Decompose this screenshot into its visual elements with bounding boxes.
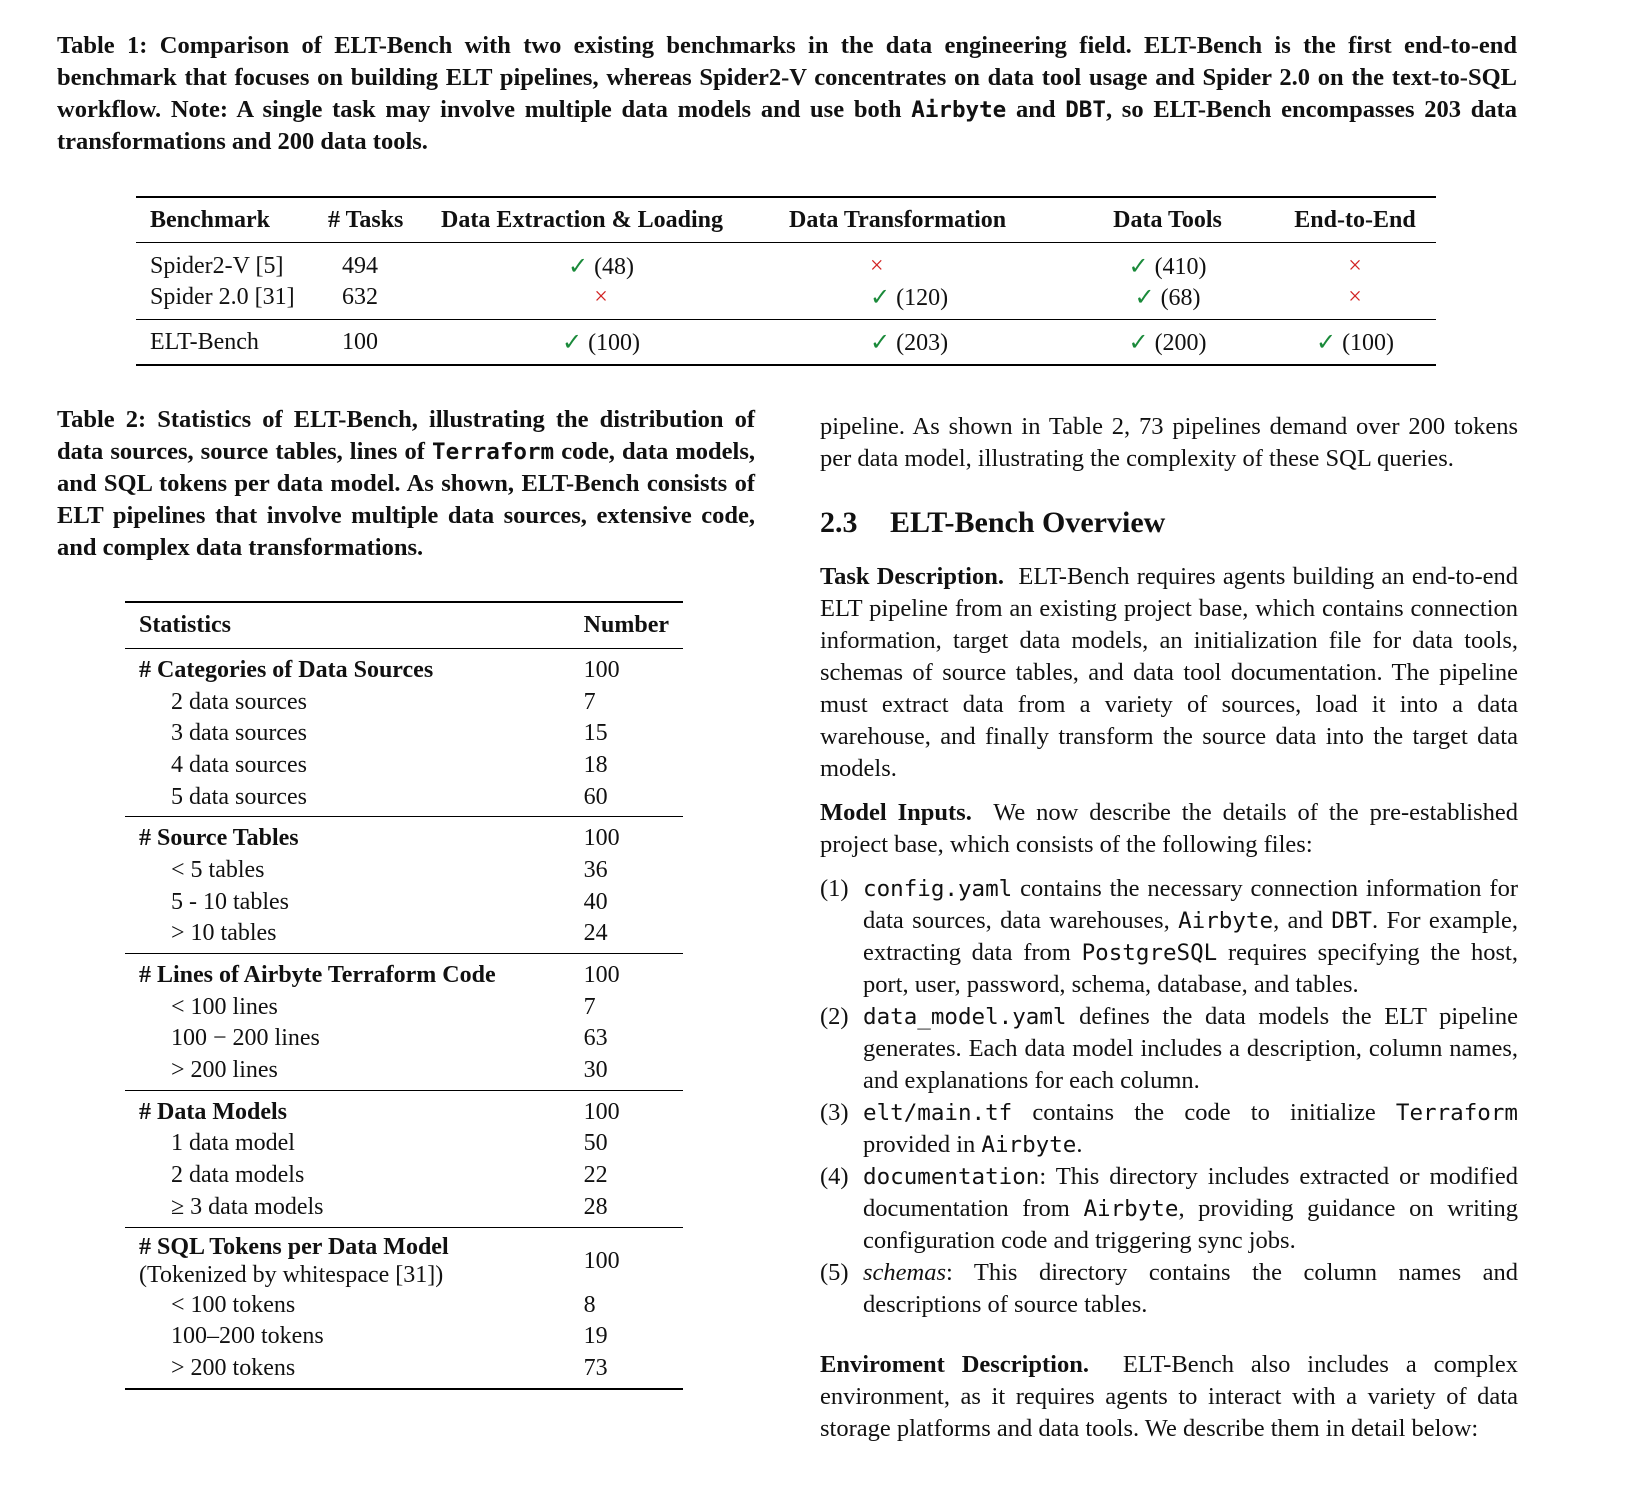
- table2-row-label: 1 data model: [171, 1130, 295, 1157]
- check-count: (203): [890, 329, 949, 356]
- list-item: [820, 1097, 1518, 1161]
- model-inputs-text: We now describe the details of the pre-established project base, which consists of the following files:: [820, 799, 1518, 858]
- group-title-text: # SQL Tokens per Data Model: [139, 1233, 449, 1260]
- check-mark-value: [870, 330, 948, 356]
- table2-row: [125, 1128, 683, 1160]
- table2-row: [125, 717, 683, 749]
- check-icon: ✓: [870, 329, 891, 356]
- inline-code: DBT: [1331, 908, 1372, 934]
- cross-mark: ×: [1348, 284, 1362, 310]
- table2-group-title: [125, 1227, 570, 1289]
- table1-row: [136, 243, 1436, 283]
- table2-row-value: 18: [583, 751, 608, 778]
- list-item: [820, 1257, 1518, 1321]
- check-icon: ✓: [1128, 254, 1149, 280]
- cross-mark: ×: [1348, 253, 1362, 279]
- model-inputs-label: Model Inputs.: [820, 799, 972, 826]
- table1-caption: [57, 30, 1517, 158]
- table1-cell: [314, 243, 427, 283]
- table2: [125, 601, 683, 1390]
- table1: [136, 196, 1436, 366]
- table1-cell: [775, 243, 1061, 283]
- table2-group-title: [125, 954, 570, 991]
- table2-group-header-row: [125, 1227, 683, 1289]
- table2-row-label: 2 data sources: [171, 688, 307, 715]
- table2-row-value: 28: [583, 1193, 608, 1220]
- list-number: (2): [820, 1003, 849, 1030]
- check-count: (120): [890, 285, 949, 311]
- check-icon: ✓: [870, 285, 891, 311]
- table1-header: Benchmark: [150, 206, 270, 233]
- table2-row: [125, 1352, 683, 1389]
- list-number: (3): [820, 1099, 849, 1126]
- table1-header: Data Extraction & Loading: [441, 206, 723, 233]
- check-mark-value: [1134, 285, 1200, 311]
- check-mark-value: [568, 254, 634, 280]
- check-mark-value: [1316, 330, 1394, 356]
- table2-row-label: 100–200 tokens: [171, 1323, 324, 1350]
- group-title-text: # Lines of Airbyte Terraform Code: [139, 962, 496, 989]
- list-text: contains the code to initialize: [1012, 1099, 1396, 1126]
- table1-cell: [775, 282, 1061, 320]
- table1-cell: [1061, 243, 1274, 283]
- table2-row-value: 36: [583, 856, 608, 883]
- table2-row-value: 22: [583, 1162, 608, 1189]
- check-icon: ✓: [1315, 329, 1337, 356]
- table2-row-label: 100 − 200 lines: [171, 1025, 320, 1052]
- environment-description-text: ELT-Bench also includes a complex environment, as it requires agents to interact with a variety of data storage platforms and data tools. We describe them in detail below:: [820, 1351, 1519, 1442]
- list-number: (1): [820, 875, 849, 902]
- inline-code: Terraform: [1395, 1100, 1518, 1126]
- table1-caption-text: Table 1: Comparison of ELT-Bench with two existing benchmarks in the data engineering field. ELT-Bench is the first end-to-end benchmark that focuses on building ELT pipelines, whereas Spider2-V concentrates on data tool usage and Spider 2.0 on the text-to-SQL workflow. Note: A single task may involve multiple data models and use both: [57, 32, 1517, 123]
- cell-text: 100: [342, 328, 378, 355]
- table2-row-label: < 100 lines: [171, 993, 278, 1020]
- section-heading: [820, 505, 1518, 541]
- check-count: (100): [582, 329, 641, 356]
- cell-text: ELT-Bench: [150, 328, 259, 355]
- cell-text: 632: [342, 284, 378, 310]
- cross-mark: ×: [594, 284, 608, 310]
- table2-row: [125, 854, 683, 886]
- table2-group-title: [125, 817, 570, 854]
- cell-text: Spider2-V [5]: [150, 253, 284, 279]
- table1-cell: [1274, 243, 1436, 283]
- list-text: : This directory contains the column names and descriptions of source tables.: [863, 1259, 1518, 1318]
- table2-group-total: 100: [583, 1247, 620, 1274]
- table2-row-label: 3 data sources: [171, 720, 307, 747]
- cell-text: Spider 2.0 [31]: [150, 284, 295, 310]
- table2-row-label: ≥ 3 data models: [171, 1193, 324, 1220]
- table1-header: # Tasks: [328, 206, 404, 233]
- check-count: (68): [1154, 285, 1201, 311]
- list-number: (4): [820, 1163, 849, 1190]
- table2-row-value: 7: [583, 993, 596, 1020]
- table2-row-value: 19: [583, 1323, 608, 1350]
- table2-group-header-row: [125, 954, 683, 991]
- check-count: (100): [1336, 329, 1395, 356]
- table2-row: [125, 781, 683, 817]
- task-description-label: Task Description.: [820, 563, 1004, 590]
- table2-row-label: 2 data models: [171, 1162, 305, 1189]
- table1-cell: [775, 320, 1061, 366]
- table2-row-value: 73: [583, 1354, 608, 1381]
- table1-caption-airbyte: Airbyte: [911, 97, 1007, 123]
- list-item: [820, 1161, 1518, 1257]
- table2-group: [125, 649, 683, 817]
- table1-header: End-to-End: [1294, 206, 1416, 233]
- section-title: ELT-Bench Overview: [890, 506, 1166, 539]
- check-count: (48): [588, 254, 635, 280]
- list-text: . For example, extracting data from: [863, 907, 1518, 966]
- table2-row-value: 50: [583, 1130, 608, 1157]
- table2-row: [125, 1191, 683, 1227]
- table2-group: [125, 817, 683, 954]
- file-name-code: config.yaml: [863, 876, 1013, 902]
- group-title-text: # Categories of Data Sources: [139, 656, 434, 683]
- table2-group-header-row: [125, 817, 683, 854]
- table1-cell: [314, 282, 427, 320]
- group-subtitle-text: (Tokenized by whitespace [31]): [139, 1261, 444, 1288]
- table2-group: [125, 1090, 683, 1227]
- table1-cell: [136, 243, 314, 283]
- file-name-code: data_model.yaml: [863, 1004, 1067, 1030]
- task-description-paragraph: [820, 561, 1518, 785]
- table2-row-value: 24: [583, 920, 608, 947]
- table1-cell: [136, 282, 314, 320]
- check-icon: ✓: [1128, 329, 1149, 356]
- table1-caption-dbt: DBT: [1065, 97, 1106, 123]
- list-text: , providing guidance on writing configuration code and triggering sync jobs.: [863, 1195, 1518, 1254]
- table2-row-value: 63: [583, 1025, 608, 1052]
- list-text: requires specifying the host, port, user, password, schema, database, and tables.: [863, 939, 1518, 998]
- table2-header-statistics: Statistics: [139, 612, 231, 638]
- table2-row-label: < 100 tokens: [171, 1291, 296, 1318]
- table2-row: [125, 918, 683, 954]
- table1-cell: [427, 320, 775, 366]
- list-item: [820, 1001, 1518, 1097]
- inline-code: Airbyte: [981, 1132, 1077, 1158]
- table2-row: [125, 686, 683, 718]
- table2-header-number: Number: [583, 612, 669, 638]
- cell-text: 494: [342, 253, 378, 279]
- right-column: [820, 411, 1518, 1445]
- table1-header: Data Tools: [1113, 206, 1222, 233]
- table2-row-label: > 200 lines: [171, 1057, 278, 1084]
- group-title-text: # Data Models: [139, 1098, 287, 1125]
- table2-header-row: [125, 602, 683, 649]
- table2-row: [125, 1159, 683, 1191]
- environment-description-label: Enviroment Description.: [820, 1351, 1089, 1378]
- table2-row-value: 30: [583, 1057, 608, 1084]
- table2-group-title: [125, 1090, 570, 1127]
- table1-cell: [427, 243, 775, 283]
- list-text: .: [1076, 1131, 1083, 1158]
- intro-paragraph: pipeline. As shown in Table 2, 73 pipelines demand over 200 tokens per data model, illustrating the complexity of these SQL queries.: [820, 413, 1518, 472]
- table2-group-total: 100: [583, 825, 620, 852]
- check-count: (410): [1148, 254, 1207, 280]
- inline-code: Airbyte: [1083, 1196, 1179, 1222]
- section-number: 2.3: [820, 506, 858, 539]
- table1-cell: [314, 320, 427, 366]
- task-description-text: ELT-Bench requires agents building an end-to-end ELT pipeline from an existing project base, which contains connection information, target data models, an initialization file for data tools, schemas of source tables, and data tool documentation. The pipeline must extract data from a variety of sources, load it into a data warehouse, and finally transform the source data into the target data models.: [820, 563, 1518, 782]
- check-icon: ✓: [1134, 285, 1155, 311]
- input-files-list: [820, 873, 1518, 1321]
- table1-cell: [1061, 282, 1274, 320]
- table1-row: [136, 320, 1436, 366]
- list-text: contains the necessary connection information for data sources, data warehouses,: [863, 875, 1518, 934]
- table2-caption-code: Terraform: [432, 439, 555, 465]
- table2-row: [125, 991, 683, 1023]
- list-text: , and: [1273, 907, 1332, 934]
- list-number: (5): [820, 1259, 849, 1286]
- table2-row-value: 7: [583, 688, 596, 715]
- list-text: : This directory includes extracted or modified documentation from: [863, 1163, 1518, 1222]
- file-name-code: documentation: [863, 1164, 1040, 1190]
- file-name-code: elt/main.tf: [863, 1100, 1013, 1126]
- table2-row-value: 8: [583, 1291, 596, 1318]
- group-title-text: # Source Tables: [139, 825, 299, 852]
- check-icon: ✓: [561, 329, 583, 356]
- model-inputs-paragraph: [820, 797, 1518, 861]
- table2-row: [125, 1320, 683, 1352]
- list-text: defines the data models the ELT pipeline generates. Each data model includes a description, column names, and explanations for each column.: [863, 1003, 1518, 1094]
- table1-cell: [427, 282, 775, 320]
- table2-row: [125, 886, 683, 918]
- table2-group-total: 100: [583, 962, 620, 989]
- table2-group-header-row: [125, 1090, 683, 1127]
- table1-row: [136, 282, 1436, 320]
- inline-code: Airbyte: [1178, 908, 1274, 934]
- table2-row-label: 4 data sources: [171, 751, 307, 778]
- table2-caption: [57, 404, 755, 564]
- table2-row: [125, 1054, 683, 1090]
- table1-cell: [1274, 282, 1436, 320]
- table1-header: Data Transformation: [789, 206, 1007, 233]
- table2-row: [125, 1023, 683, 1055]
- check-mark-value: [562, 330, 640, 356]
- check-mark-value: [870, 285, 948, 311]
- check-count: (200): [1148, 329, 1207, 356]
- table2-group-total: 100: [583, 656, 620, 683]
- table1-cell: [1274, 320, 1436, 366]
- table1-caption-and: and: [1015, 96, 1056, 123]
- check-mark-value: [1128, 330, 1206, 356]
- table2-row-value: 15: [583, 720, 608, 747]
- list-item: [820, 873, 1518, 1001]
- table2-row: [125, 749, 683, 781]
- table2-row-label: > 10 tables: [171, 920, 277, 947]
- table2-row-label: 5 - 10 tables: [171, 888, 289, 915]
- table1-header-row: [136, 197, 1436, 243]
- table2-group-title: [125, 649, 570, 686]
- directory-name: schemas: [863, 1259, 947, 1286]
- inline-code: PostgreSQL: [1081, 940, 1218, 966]
- table2-caption-text: Table 2: Statistics of ELT-Bench, illustrating the distribution of data sources, source tables, lines of: [57, 406, 755, 465]
- table1-cell: [1061, 320, 1274, 366]
- check-mark-value: [1128, 254, 1206, 280]
- table1-cell: [136, 320, 314, 366]
- environment-description-paragraph: [820, 1349, 1518, 1445]
- table2-row-label: < 5 tables: [171, 856, 265, 883]
- table2-group-header-row: [125, 649, 683, 686]
- cross-mark: ×: [870, 253, 884, 279]
- table2-group-total: 100: [583, 1098, 620, 1125]
- table2-row-value: 40: [583, 888, 608, 915]
- table2-caption-tail: code, data models, and SQL tokens per data model. As shown, ELT-Bench consists of ELT pipelines that involve multiple data sources, extensive code, and complex data transformations.: [57, 438, 755, 561]
- table1-caption-tail: , so ELT-Bench encompasses 203 data transformations and 200 data tools.: [57, 96, 1518, 155]
- table2-row-label: 5 data sources: [171, 783, 307, 810]
- table2-row-label: > 200 tokens: [171, 1354, 296, 1381]
- table2-group: [125, 1227, 683, 1389]
- table2-group: [125, 954, 683, 1091]
- table2-row: [125, 1289, 683, 1321]
- check-icon: ✓: [567, 254, 589, 280]
- table2-row-value: 60: [583, 783, 608, 810]
- list-text: provided in: [863, 1131, 982, 1158]
